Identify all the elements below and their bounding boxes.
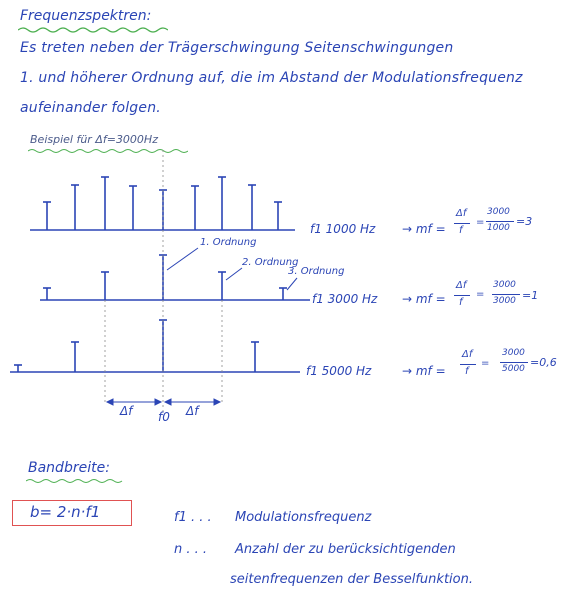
row2-label: f1 3000 Hz — [312, 292, 378, 306]
row3-result: =0,6 — [530, 356, 557, 369]
row3-frac2-num: 3000 — [502, 348, 525, 358]
row2-frac2-den: 3000 — [493, 296, 516, 306]
row3-label: f1 5000 Hz — [306, 364, 372, 378]
row1-frac2-num: 3000 — [487, 207, 510, 217]
row1-eq: = — [476, 217, 485, 228]
delta-f-right-label: Δf — [186, 404, 199, 418]
row3-frac2-den: 5000 — [502, 364, 525, 374]
intro-line-2: 1. und höherer Ordnung auf, die im Abstand der Modulationsfrequenz — [20, 70, 523, 86]
def-text-n-cont: seitenfrequenzen der Besselfunktion. — [230, 572, 473, 587]
intro-line-3: aufeinander folgen. — [20, 100, 161, 116]
row2-result: =1 — [522, 289, 539, 302]
row1-result: =3 — [516, 215, 533, 228]
order-label-3: 3. Ordnung — [288, 266, 345, 277]
order-label-1: 1. Ordnung — [200, 237, 257, 248]
order3-pointer — [287, 278, 297, 290]
bandwidth-title: Bandbreite: — [28, 460, 110, 476]
row2-formula-prefix: → mf = — [402, 292, 446, 306]
row1-label: f1 1000 Hz — [310, 222, 376, 236]
def-symbol-f1: f1 . . . — [174, 510, 212, 525]
order2-pointer — [226, 268, 242, 280]
def-text-n: Anzahl der zu berücksichtigenden — [235, 542, 456, 557]
row1-frac1-num: Δf — [456, 208, 467, 219]
intro-line-1: Es treten neben der Trägerschwingung Seitenschwingungen — [20, 40, 454, 56]
row1-frac1-den: f — [459, 225, 463, 236]
row2-eq: = — [476, 289, 485, 300]
order1-pointer — [167, 248, 198, 270]
example-label: Beispiel für Δf=3000Hz — [30, 133, 158, 146]
row1-frac2-den: 1000 — [487, 223, 510, 233]
row3-formula-prefix: → mf = — [402, 364, 446, 378]
row3-frac1-num: Δf — [462, 349, 473, 360]
row3-frac1-den: f — [465, 366, 469, 377]
bandwidth-underline — [26, 478, 126, 484]
row1-formula-prefix: → mf = — [402, 222, 446, 236]
def-symbol-n: n . . . — [174, 542, 208, 557]
page-title: Frequenzspektren: — [20, 8, 152, 24]
row2-frac1-den: f — [459, 297, 463, 308]
f0-label: f0 — [158, 410, 170, 424]
title-underline — [18, 26, 168, 34]
delta-f-left-label: Δf — [120, 404, 133, 418]
row1-lines — [43, 177, 282, 230]
def-text-f1: Modulationsfrequenz — [235, 510, 372, 525]
row3-eq: = — [481, 358, 490, 369]
bandwidth-formula: b= 2·n·f1 — [30, 503, 101, 521]
order-label-2: 2. Ordnung — [242, 257, 299, 268]
row2-frac2-num: 3000 — [493, 280, 516, 290]
row2-frac1-num: Δf — [456, 280, 467, 291]
